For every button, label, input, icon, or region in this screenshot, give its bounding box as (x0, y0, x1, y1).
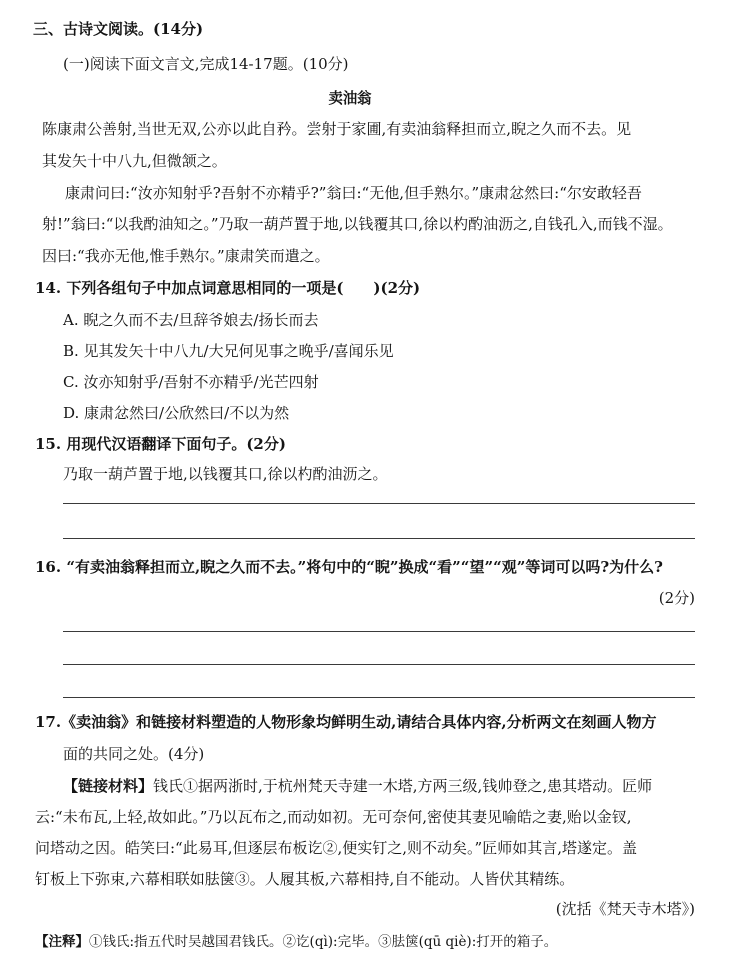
passage-line: 康肃问曰:“汝亦知射乎?吾射不亦精乎?”翁曰:“无他,但手熟尔。”康肃忿然曰:“尔安敢轻吾 (65, 184, 642, 202)
question-17-stem-cont: 面的共同之处。(4分) (63, 745, 205, 763)
passage-line: 陈康肃公善射,当世无双,公亦以此自矜。尝射于家圃,有卖油翁释担而立,睨之久而不去。见 (42, 120, 632, 138)
question-16-score: (2分) (658, 589, 695, 607)
link-material-line: 问塔动之因。皓笑曰:“此易耳,但逐层布板讫②,便实钉之,则不动矣。”匠师如其言,塔遂定。盖 (35, 839, 637, 857)
option-a: A. 睨之久而不去/旦辞爷娘去/扬长而去 (63, 311, 319, 329)
section-heading: 三、古诗文阅读。(14分) (33, 20, 204, 38)
passage-line: 因曰:“我亦无他,惟手熟尔。”康肃笑而遣之。 (42, 247, 330, 265)
notes-text: ①钱氏:指五代时吴越国君钱氏。②讫(qì):完毕。③胠箧(qū qiè):打开的箱子。 (89, 934, 558, 950)
link-material-line: 钉板上下弥束,六幕相联如胠箧③。人履其板,六幕相持,自不能动。人皆伏其精练。 (35, 870, 575, 888)
answer-line[interactable] (63, 631, 695, 632)
notes-label: 【注释】 (35, 934, 89, 950)
passage-title: 卖油翁 (328, 89, 372, 107)
question-15-stem: 15. 用现代汉语翻译下面句子。(2分) (35, 435, 286, 453)
question-16-stem: 16. “有卖油翁释担而立,睨之久而不去。”将句中的“睨”换成“看”“望”“观”等词可以吗?为什么? (35, 558, 663, 576)
option-d: D. 康肃忿然曰/公欣然曰/不以为然 (63, 404, 290, 422)
question-15-sentence: 乃取一葫芦置于地,以钱覆其口,徐以杓酌油沥之。 (63, 465, 388, 483)
option-c: C. 汝亦知射乎/吾射不亦精乎/光芒四射 (63, 373, 319, 391)
sub-heading: (一)阅读下面文言文,完成14-17题。(10分) (63, 55, 349, 73)
answer-line[interactable] (63, 664, 695, 665)
link-material-label: 【链接材料】 (63, 777, 154, 795)
question-17-stem: 17.《卖油翁》和链接材料塑造的人物形象均鲜明生动,请结合具体内容,分析两文在刻画人物方 (35, 713, 657, 731)
passage-line: 其发矢十中八九,但微颔之。 (42, 152, 227, 170)
material-source: (沈括《梵天寺木塔》) (555, 900, 695, 918)
link-material-line (63, 776, 652, 796)
option-b: B. 见其发矢十中八九/大兄何见事之晚乎/喜闻乐见 (63, 342, 394, 360)
link-material-line: 云:“未布瓦,上轻,故如此。”乃以瓦布之,而动如初。无可奈何,密使其妻见喻皓之妻,贻以金钗, (35, 808, 632, 826)
answer-line[interactable] (63, 697, 695, 698)
passage-line: 射!”翁曰:“以我酌油知之。”乃取一葫芦置于地,以钱覆其口,徐以杓酌油沥之,自钱孔入,而钱不湿。 (42, 215, 673, 233)
link-material-text: 钱氏①据两浙时,于杭州梵天寺建一木塔,方两三级,钱帅登之,患其塔动。匠师 (153, 777, 653, 795)
question-14-stem: 14. 下列各组句子中加点词意思相同的一项是( )(2分) (35, 279, 421, 297)
notes-line (35, 932, 557, 952)
answer-line[interactable] (63, 538, 695, 539)
answer-line[interactable] (63, 503, 695, 504)
